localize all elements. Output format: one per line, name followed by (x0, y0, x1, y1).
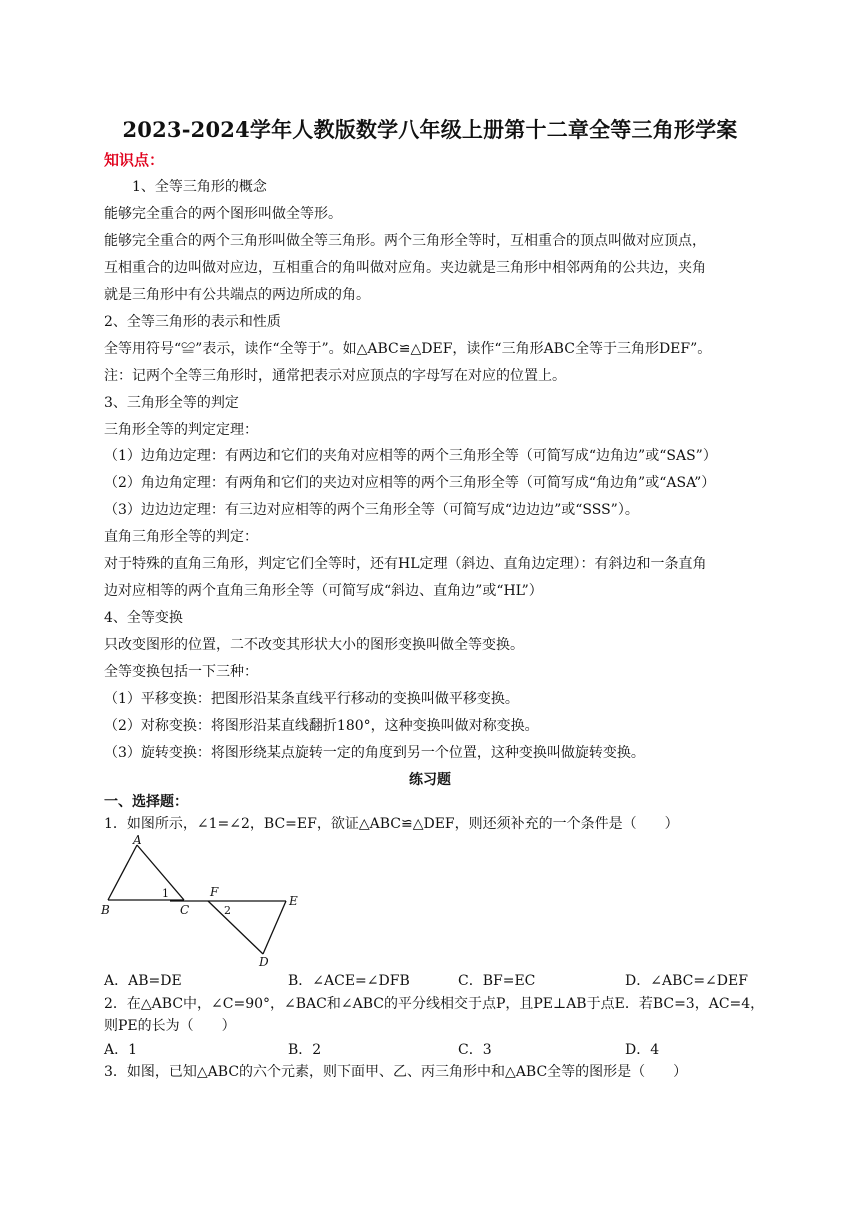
knowledge-line: 互相重合的边叫做对应边，互相重合的角叫做对应角。夹边就是三角形中相邻两角的公共边，夹角 (104, 260, 706, 276)
question-stem-continued: 则PE的长为（ ） (104, 1018, 236, 1034)
section-heading: 一、选择题： (104, 794, 188, 810)
question-stem: 2．在△ABC中，∠C=90°，∠BAC和∠ABC的平分线相交于点P，且PE⊥AB于点E．若BC=3，AC=4， (104, 996, 765, 1012)
knowledge-line: 全等变换包括一下三种： (104, 664, 258, 680)
label-f: F (210, 885, 219, 899)
knowledge-line: 只改变图形的位置，二不改变其形状大小的图形变换叫做全等变换。 (104, 637, 524, 653)
segment-fd (208, 901, 263, 954)
segment-ed (263, 901, 286, 954)
segment-ac (137, 845, 184, 900)
knowledge-line: 3、三角形全等的判定 (104, 395, 239, 411)
knowledge-line: 对于特殊的直角三角形，判定它们全等时，还有HL定理（斜边、直角边定理）：有斜边和一条直角 (104, 556, 707, 572)
knowledge-line: 4、全等变换 (104, 610, 183, 626)
knowledge-line: 2、全等三角形的表示和性质 (104, 314, 281, 330)
knowledge-line: 全等用符号“≌”表示，读作“全等于”。如△ABC≌△DEF，读作“三角形ABC全等于三角形DEF”。 (104, 341, 712, 357)
angle-2-label: 2 (224, 904, 231, 917)
knowledge-line: 三角形全等的判定定理： (104, 422, 258, 438)
question-stem: 3．如图，已知△ABC的六个元素，则下面甲、乙、丙三角形中和△ABC全等的图形是（ ） (104, 1064, 688, 1080)
knowledge-line: （3）旋转变换：将图形绕某点旋转一定的角度到另一个位置，这种变换叫做旋转变换。 (104, 745, 645, 761)
q1-option-c: C．BF=EC (458, 973, 536, 989)
label-e: E (289, 894, 298, 908)
knowledge-line: 边对应相等的两个直角三角形全等（可简写成“斜边、直角边”或“HL”） (104, 583, 543, 599)
knowledge-line: （1）平移变换：把图形沿某条直线平行移动的变换叫做平移变换。 (104, 691, 519, 707)
q2-option-d: D．4 (625, 1042, 660, 1058)
knowledge-line: （2）对称变换：将图形沿某直线翻折180°，这种变换叫做对称变换。 (104, 718, 539, 734)
knowledge-line: （3）边边边定理：有三边对应相等的两个三角形全等（可简写成“边边边”或“SSS”）。 (104, 502, 639, 518)
knowledge-line: 注：记两个全等三角形时，通常把表示对应顶点的字母写在对应的位置上。 (104, 368, 566, 384)
knowledge-line: 1、全等三角形的概念 (132, 179, 267, 195)
document-title: 2023-2024学年人教版数学八年级上册第十二章全等三角形学案 (122, 117, 738, 142)
knowledge-heading: 知识点： (104, 151, 165, 169)
q1-option-d: D．∠ABC=∠DEF (625, 973, 748, 989)
label-a: A (133, 834, 142, 847)
knowledge-line: （1）边角边定理：有两边和它们的夹角对应相等的两个三角形全等（可简写成“边角边”或“SAS”） (104, 448, 717, 464)
segment-ab (108, 845, 137, 900)
knowledge-line: 就是三角形中有公共端点的两边所成的角。 (104, 287, 370, 303)
knowledge-line: （2）角边角定理：有两角和它们的夹边对应相等的两个三角形全等（可简写成“角边角”或“ASA”） (104, 475, 716, 491)
q1-triangle-figure (96, 834, 316, 974)
label-b: B (101, 903, 110, 917)
question-stem: 1．如图所示，∠1=∠2，BC=EF，欲证△ABC≌△DEF，则还须补充的一个条件是（ ） (104, 816, 679, 832)
knowledge-line: 直角三角形全等的判定： (104, 529, 258, 545)
practice-title: 练习题 (409, 772, 451, 788)
angle-1-label: 1 (162, 887, 169, 900)
knowledge-line: 能够完全重合的两个三角形叫做全等三角形。两个三角形全等时，互相重合的顶点叫做对应顶点， (104, 233, 706, 249)
label-d: D (259, 955, 269, 969)
q2-option-b: B．2 (288, 1042, 322, 1058)
q1-option-a: A．AB=DE (104, 973, 182, 989)
label-c: C (180, 903, 190, 917)
knowledge-line: 能够完全重合的两个图形叫做全等形。 (104, 206, 342, 222)
q2-option-a: A．1 (104, 1042, 138, 1058)
q2-option-c: C．3 (458, 1042, 492, 1058)
q1-option-b: B．∠ACE=∠DFB (288, 973, 410, 989)
